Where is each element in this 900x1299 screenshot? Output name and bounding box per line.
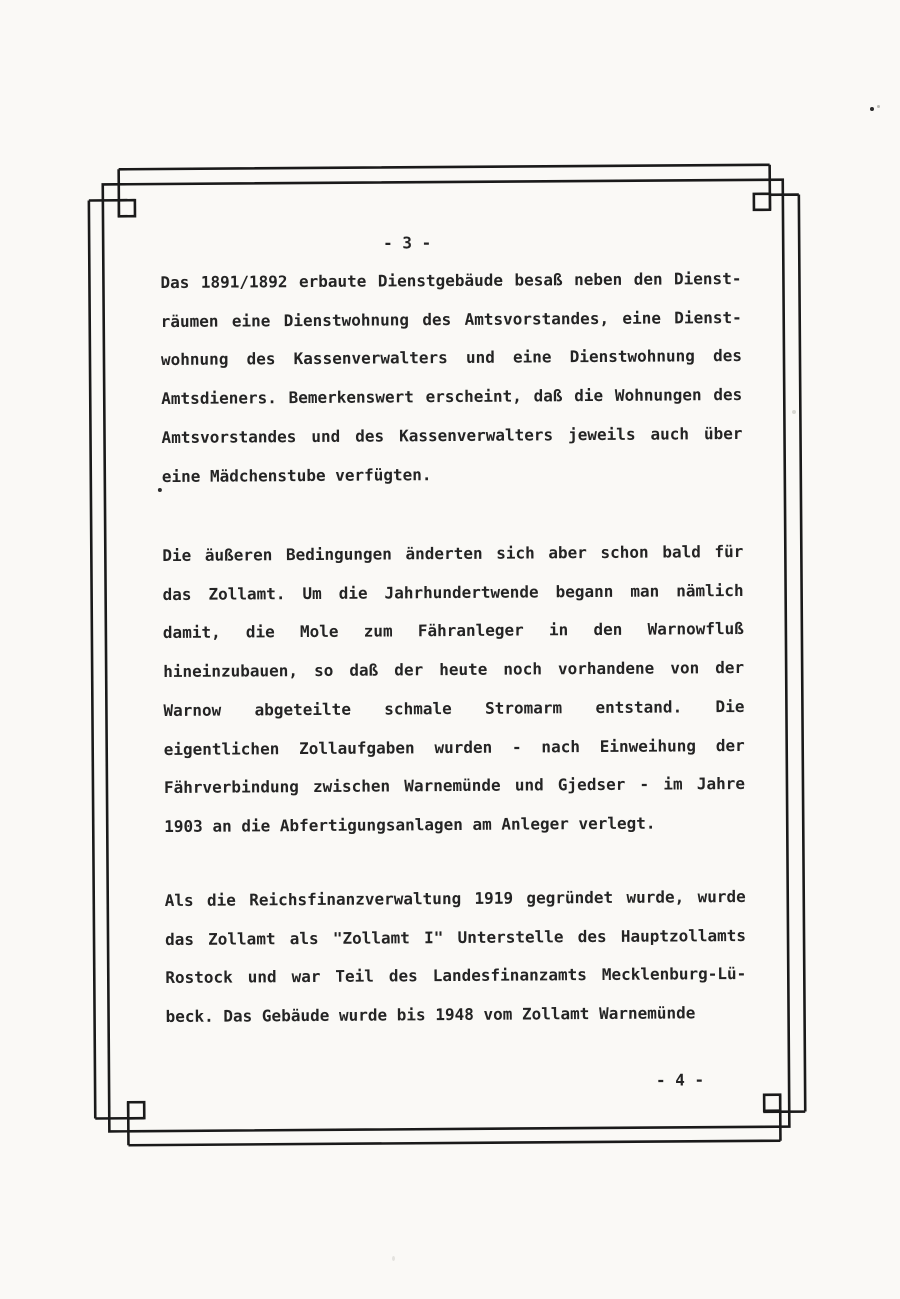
text-line: Amtsdieners. Bemerkenswert erscheint, daß die Wohnungen des — [161, 385, 743, 409]
text-line: Als die Reichsfinanzverwaltung 1919 gegründet wurde, wurde — [164, 886, 746, 910]
text-line: Warnow abgeteilte schmale Stromarm entstand. Die — [163, 696, 745, 720]
scan-speck — [877, 105, 880, 108]
text-line: beck. Das Gebäude wurde bis 1948 vom Zollamt Warnemünde — [165, 1003, 696, 1027]
text-line: das Zollamt als "Zollamt I" Unterstelle des Hauptzollamts — [164, 925, 747, 949]
paragraph-3 — [165, 878, 747, 1037]
text-line: 1903 an die Abfertigungsanlagen am Anleger verlegt. — [164, 813, 656, 836]
paragraph-1 — [160, 260, 743, 496]
page-number-top: - 3 - — [383, 233, 432, 253]
text-line: eigentlichen Zollaufgaben wurden - nach Einweihung der — [163, 735, 745, 759]
text-line: damit, die Mole zum Fähranleger in den Warnowfluß — [162, 619, 744, 643]
text-line: eine Mädchenstube verfügten. — [161, 464, 432, 486]
scan-speck — [792, 410, 796, 414]
paragraph-2 — [162, 533, 745, 847]
page-number-bottom: - 4 - — [655, 1070, 705, 1090]
text-line: Amtsvorstandes und des Kassenverwalters jeweils auch über — [161, 423, 743, 447]
scan-speck — [392, 1256, 395, 1261]
scan-speck — [158, 488, 162, 492]
text-line: Fährverbindung zwischen Warnemünde und Gjedser - im Jahre — [163, 774, 746, 798]
text-line: hineinzubauen, so daß der heute noch vorhandene von der — [163, 658, 745, 682]
text-line: das Zollamt. Um die Jahrhundertwende begann man nämlich — [162, 580, 744, 604]
text-line: Das 1891/1892 erbaute Dienstgebäude besaß neben den Dienst- — [160, 268, 742, 293]
text-line: Die äußeren Bedingungen änderten sich aber schon bald für — [162, 541, 744, 566]
text-line: wohnung des Kassenverwalters und eine Dienstwohnung des — [160, 346, 743, 370]
text-line: Rostock und war Teil des Landesfinanzamts Mecklenburg-Lü- — [165, 964, 747, 988]
scan-speck — [870, 107, 874, 111]
text-line: räumen eine Dienstwohnung des Amtsvorstandes, eine Dienst- — [160, 307, 742, 331]
